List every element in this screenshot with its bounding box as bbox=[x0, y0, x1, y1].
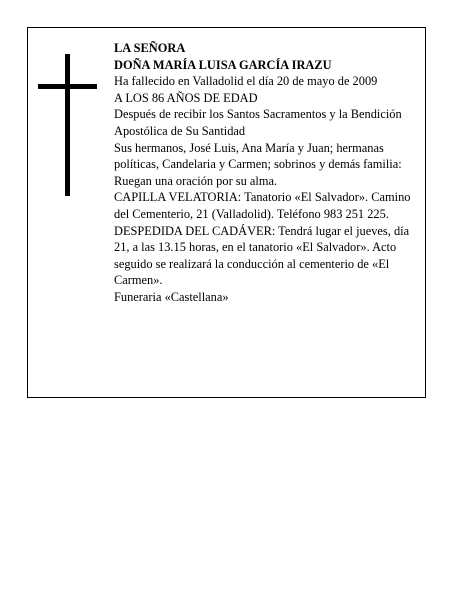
obituary-text bbox=[114, 40, 414, 306]
cross-icon-horizontal-bar bbox=[38, 84, 97, 89]
cross-icon-vertical-bar bbox=[65, 54, 70, 196]
sacraments-text: Después de recibir los Santos Sacramentos y la Bendición Apostólica de Su Santidad bbox=[114, 107, 402, 138]
prayer-request: Ruegan una oración por su alma. bbox=[114, 173, 278, 188]
deceased-name: DOÑA MARÍA LUISA GARCÍA IRAZU bbox=[114, 57, 332, 72]
age-info: A LOS 86 AÑOS DE EDAD bbox=[114, 90, 258, 105]
farewell-info: DESPEDIDA DEL CADÁVER: Tendrá lugar el jueves, día 21, a las 13.15 horas, en el tanatorio «El Salvador». Acto seguido se realizará la conducción al cementerio de «El Carmen». bbox=[114, 223, 410, 288]
death-info: Ha fallecido en Valladolid el día 20 de mayo de 2009 bbox=[114, 74, 378, 89]
notice-title: LA SEÑORA bbox=[114, 41, 186, 55]
chapel-info: CAPILLA VELATORIA: Tanatorio «El Salvador». Camino del Cementerio, 21 (Valladolid). Teléfono 983 251 225. bbox=[114, 190, 411, 221]
funeral-home: Funeraria «Castellana» bbox=[114, 289, 229, 304]
family-text: Sus hermanos, José Luis, Ana María y Juan; hermanas políticas, Candelaria y Carmen; sobrinos y demás familia: bbox=[114, 140, 402, 172]
